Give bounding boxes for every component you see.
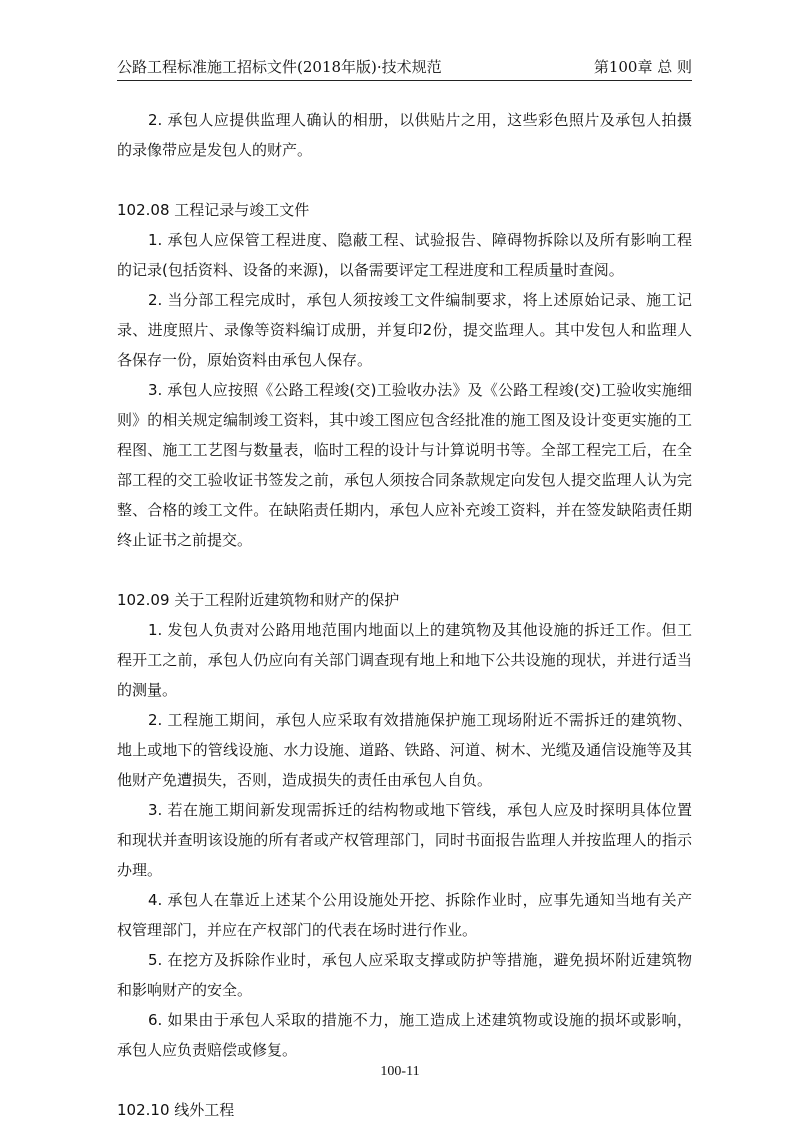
paragraph: 3. 若在施工期间新发现需拆迁的结构物或地下管线，承包人应及时探明具体位置和现状并查明该设施的所有者或产权管理部门，同时书面报告监理人并按监理人的指示办理。 bbox=[117, 801, 692, 879]
paragraph: 3. 承包人应按照《公路工程竣(交)工验收办法》及《公路工程竣(交)工验收实施细则》的相关规定编制竣工资料，其中竣工图应包含经批准的施工图及设计变更实施的工程图、施工工艺图与数量表，临时工程的设计与计算说明书等。全部工程完工后，在全部工程的交工验收证书签发之前，承包人须按合同条款规定向发包人提交监理人认为完整、合格的竣工文件。在缺陷责任期内，承包人应补充竣工资料，并在签发缺陷责任期终止证书之前提交。 bbox=[117, 381, 692, 549]
paragraph: 6. 如果由于承包人采取的措施不力，施工造成上述建筑物或设施的损坏或影响，承包人应负责赔偿或修复。 bbox=[117, 1011, 692, 1059]
document-body bbox=[117, 105, 692, 1125]
page-number: 100-11 bbox=[380, 1064, 420, 1079]
header-chapter-title: 第100章 总 则 bbox=[593, 58, 692, 76]
paragraph: 5. 在挖方及拆除作业时，承包人应采取支撑或防护等措施，避免损坏附近建筑物和影响财产的安全。 bbox=[117, 951, 692, 999]
paragraph: 1. 发包人负责对公路用地范围内地面以上的建筑物及其他设施的拆迁工作。但工程开工之前，承包人仍应向有关部门调查现有地上和地下公共设施的现状，并进行适当的测量。 bbox=[117, 621, 692, 699]
running-header bbox=[117, 52, 692, 81]
spacer bbox=[117, 165, 692, 195]
section-heading: 102.08 工程记录与竣工文件 bbox=[117, 201, 310, 219]
spacer bbox=[117, 555, 692, 585]
paragraph: 2. 当分部工程完成时，承包人须按竣工文件编制要求，将上述原始记录、施工记录、进度照片、录像等资料编订成册，并复印2份，提交监理人。其中发包人和监理人各保存一份，原始资料由承包人保存。 bbox=[117, 291, 692, 369]
header-document-title: 公路工程标准施工招标文件(2018年版)·技术规范 bbox=[117, 58, 442, 76]
section-heading: 102.10 线外工程 bbox=[117, 1101, 235, 1119]
paragraph: 4. 承包人在靠近上述某个公用设施处开挖、拆除作业时，应事先通知当地有关产权管理部门，并应在产权部门的代表在场时进行作业。 bbox=[117, 891, 692, 939]
paragraph: 2. 承包人应提供监理人确认的相册，以供贴片之用，这些彩色照片及承包人拍摄的录像带应是发包人的财产。 bbox=[117, 111, 692, 159]
section-heading: 102.09 关于工程附近建筑物和财产的保护 bbox=[117, 591, 400, 609]
paragraph: 1. 承包人应保管工程进度、隐蔽工程、试验报告、障碍物拆除以及所有影响工程的记录(包括资料、设备的来源)，以备需要评定工程进度和工程质量时查阅。 bbox=[117, 231, 692, 279]
paragraph: 2. 工程施工期间，承包人应采取有效措施保护施工现场附近不需拆迁的建筑物、地上或地下的管线设施、水力设施、道路、铁路、河道、树木、光缆及通信设施等及其他财产免遭损失，否则，造成损失的责任由承包人自负。 bbox=[117, 711, 692, 789]
